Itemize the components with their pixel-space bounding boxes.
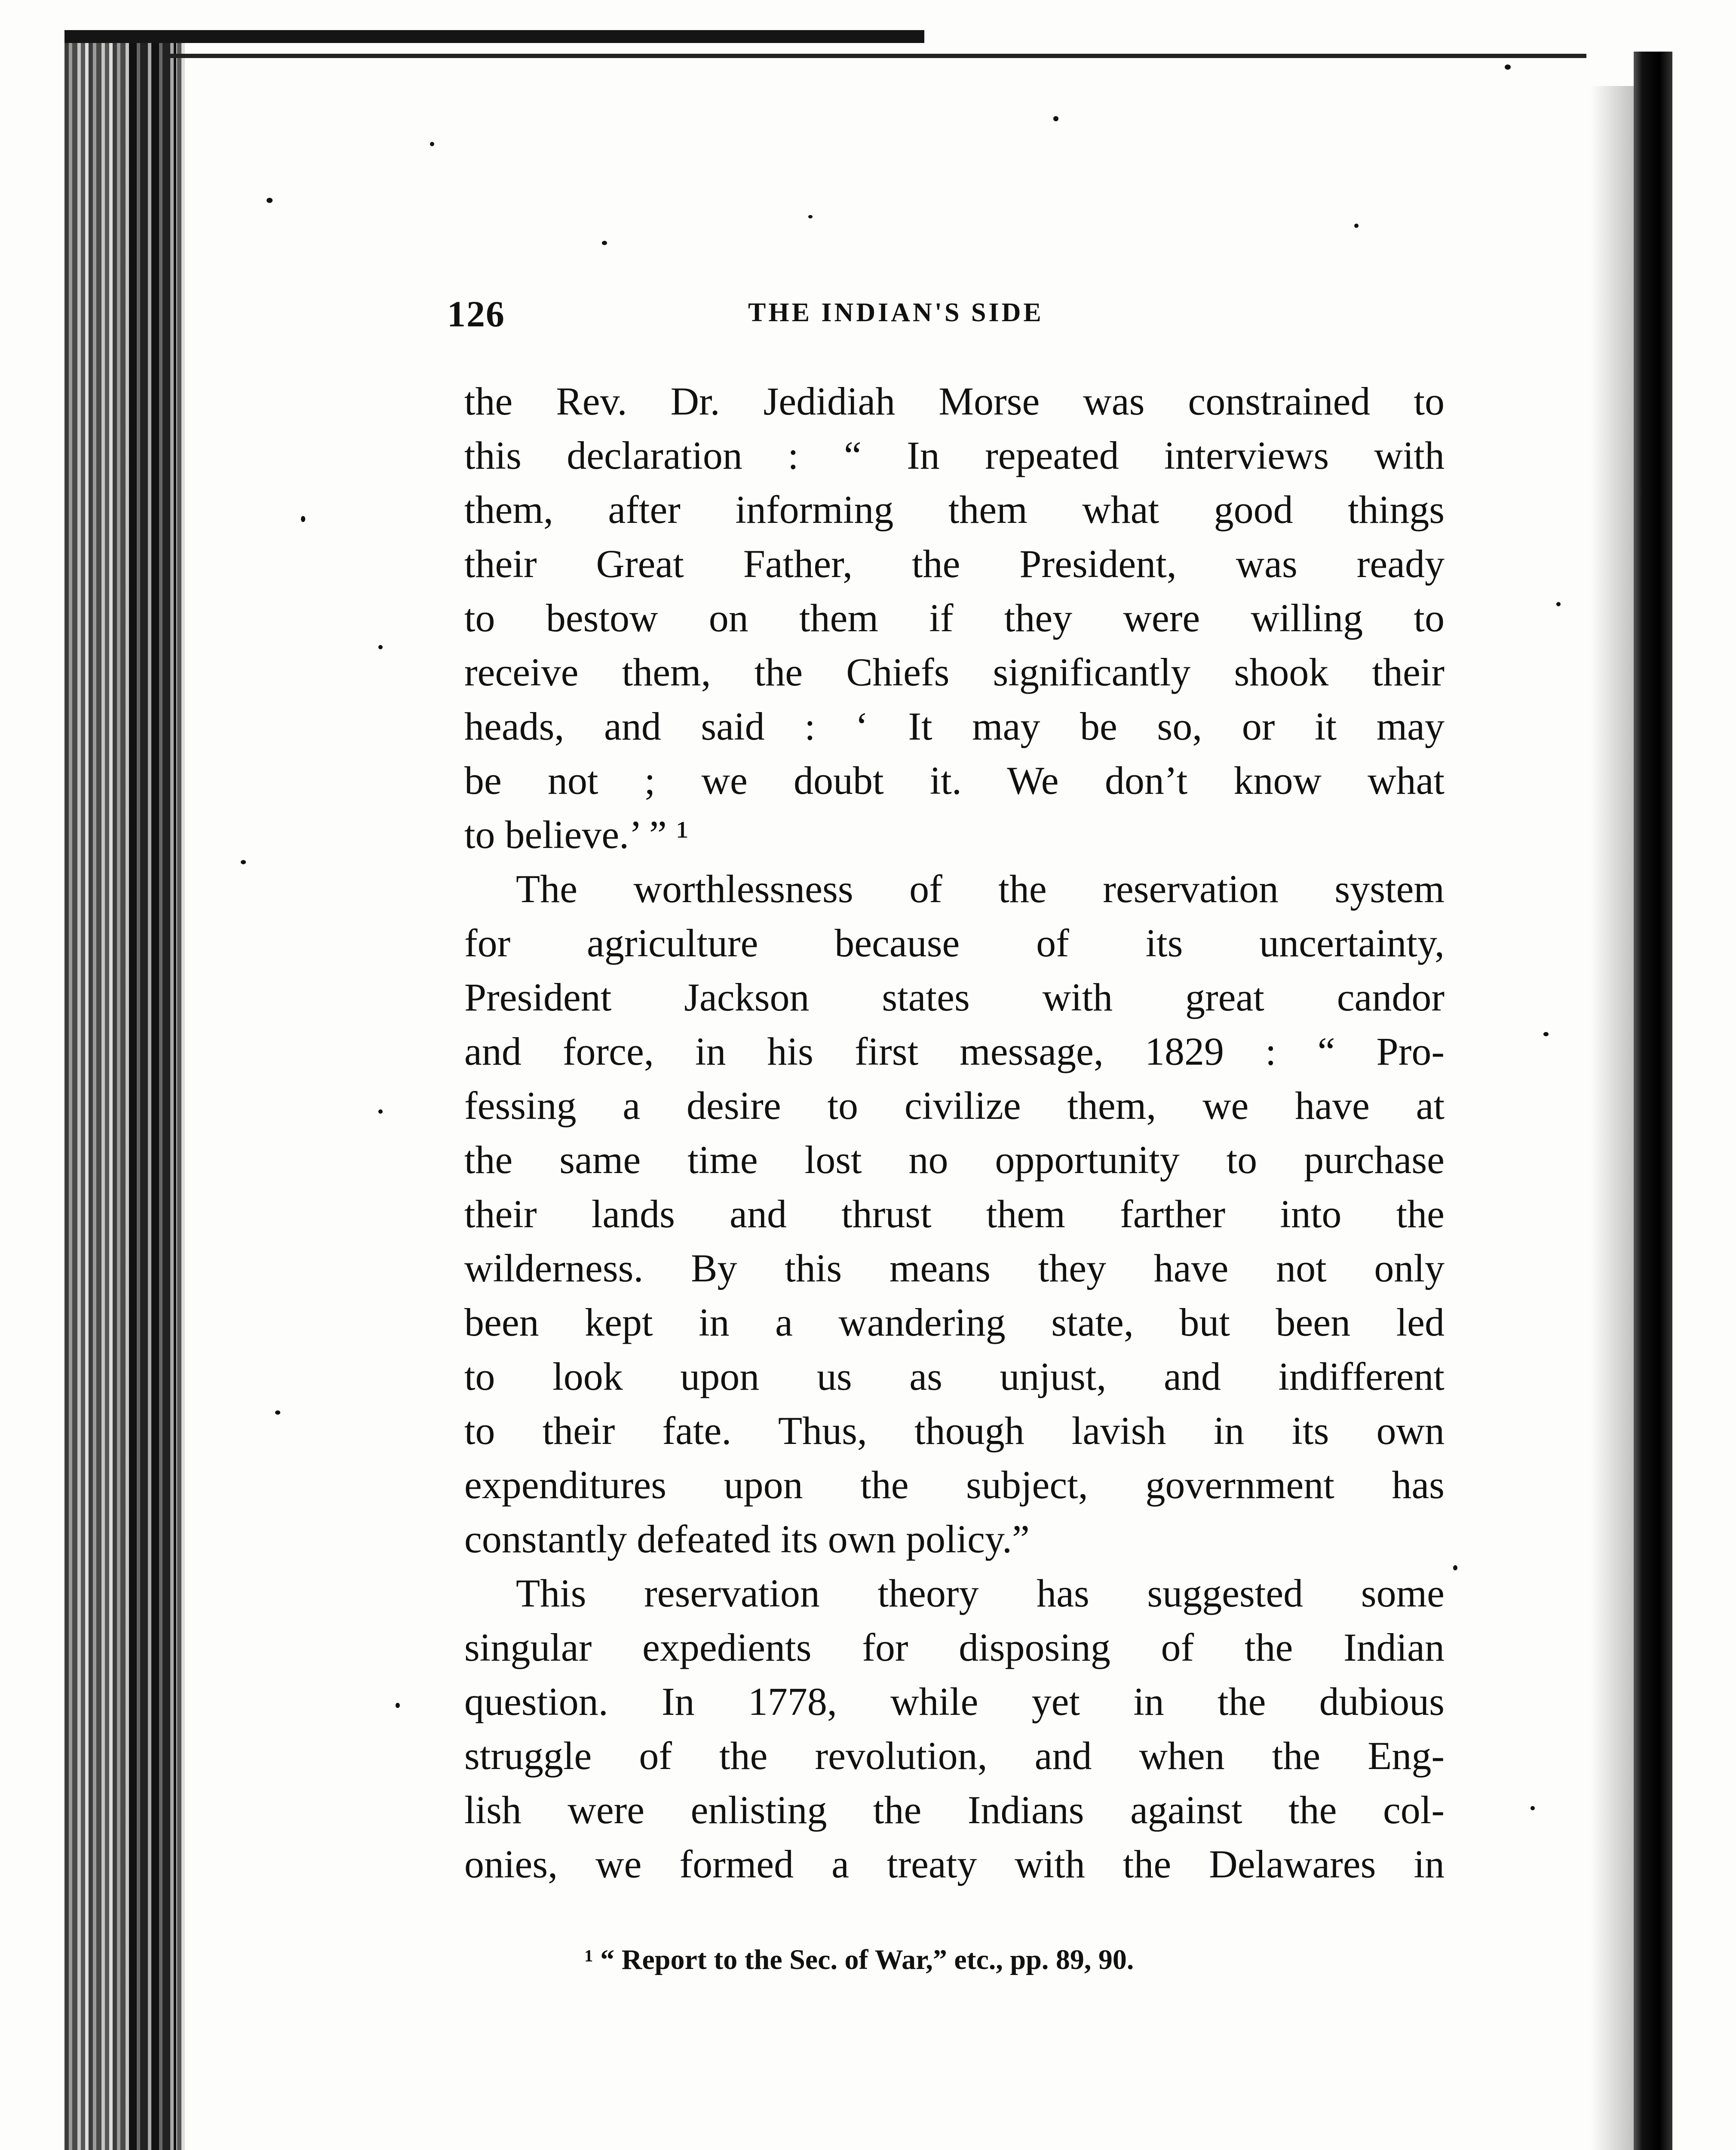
text-line: wilderness. By this means they have not only xyxy=(464,1246,1445,1290)
left-binding-shadow xyxy=(129,30,176,2150)
text-line: and force, in his first message, 1829 : “ Pro- xyxy=(464,1029,1445,1073)
scan-speck xyxy=(1453,1565,1457,1570)
text-line: President Jackson states with great candor xyxy=(464,975,1445,1019)
text-line: their lands and thrust them farther into the xyxy=(464,1192,1445,1236)
scan-speck xyxy=(241,860,246,864)
text-line: struggle of the revolution, and when the Eng- xyxy=(464,1734,1445,1778)
text-line: singular expedients for disposing of the Indian xyxy=(464,1625,1445,1669)
footnote: ¹ “ Report to the Sec. of War,” etc., pp. 89, 90. xyxy=(585,1944,1134,1975)
scan-speck xyxy=(1543,1032,1549,1036)
text-line: heads, and said : ‘ It may be so, or it may xyxy=(464,704,1445,748)
text-line: the same time lost no opportunity to purchase xyxy=(464,1138,1445,1182)
text-line: this declaration : “ In repeated interviews with xyxy=(464,433,1445,477)
text-line: fessing a desire to civilize them, we have at xyxy=(464,1084,1445,1127)
scan-speck xyxy=(378,1109,383,1114)
top-border-rule xyxy=(64,30,924,43)
scan-speck xyxy=(275,1410,280,1415)
scan-speck xyxy=(430,142,434,146)
running-head: THE INDIAN'S SIDE xyxy=(748,298,1044,327)
text-line: constantly defeated its own policy.” xyxy=(464,1517,1030,1561)
scan-speck xyxy=(267,198,273,203)
scan-speck xyxy=(808,215,813,218)
text-line: for agriculture because of its uncertainty, xyxy=(464,921,1445,965)
text-line: the Rev. Dr. Jedidiah Morse was constrained to xyxy=(464,379,1445,423)
top-border-line xyxy=(168,54,1586,58)
text-line: onies, we formed a treaty with the Delawares in xyxy=(464,1842,1445,1886)
scan-speck xyxy=(301,516,305,522)
text-line: to look upon us as unjust, and indifferent xyxy=(464,1354,1445,1398)
text-line: their Great Father, the President, was ready xyxy=(464,542,1445,586)
text-line: to bestow on them if they were willing to xyxy=(464,596,1445,640)
scan-speck xyxy=(1556,602,1561,606)
scan-speck xyxy=(602,241,607,245)
page-header xyxy=(447,292,1187,335)
text-line: question. In 1778, while yet in the dubious xyxy=(464,1680,1445,1723)
scan-speck xyxy=(1505,64,1511,70)
scan-speck xyxy=(396,1703,400,1708)
text-line: This reservation theory has suggested some xyxy=(516,1571,1445,1615)
right-page-shadow xyxy=(1591,86,1634,2150)
page-number: 126 xyxy=(447,293,505,335)
text-line: expenditures upon the subject, government has xyxy=(464,1463,1445,1507)
scan-speck xyxy=(1053,116,1058,121)
text-line: lish were enlisting the Indians against the col- xyxy=(464,1788,1445,1832)
text-line: The worthlessness of the reservation system xyxy=(516,867,1445,911)
text-line: be not ; we doubt it. We don’t know what xyxy=(464,759,1445,802)
right-binding-edge xyxy=(1634,52,1672,2150)
text-line: been kept in a wandering state, but been led xyxy=(464,1300,1445,1344)
scan-speck xyxy=(1354,224,1359,228)
text-line: them, after informing them what good things xyxy=(464,488,1445,531)
scan-speck xyxy=(378,645,383,649)
text-line: to their fate. Thus, though lavish in its own xyxy=(464,1409,1445,1453)
text-line: to believe.’ ” ¹ xyxy=(464,813,689,857)
body-text xyxy=(464,374,1445,1891)
scan-speck xyxy=(1531,1806,1535,1810)
text-line: receive them, the Chiefs significantly shook their xyxy=(464,650,1445,694)
